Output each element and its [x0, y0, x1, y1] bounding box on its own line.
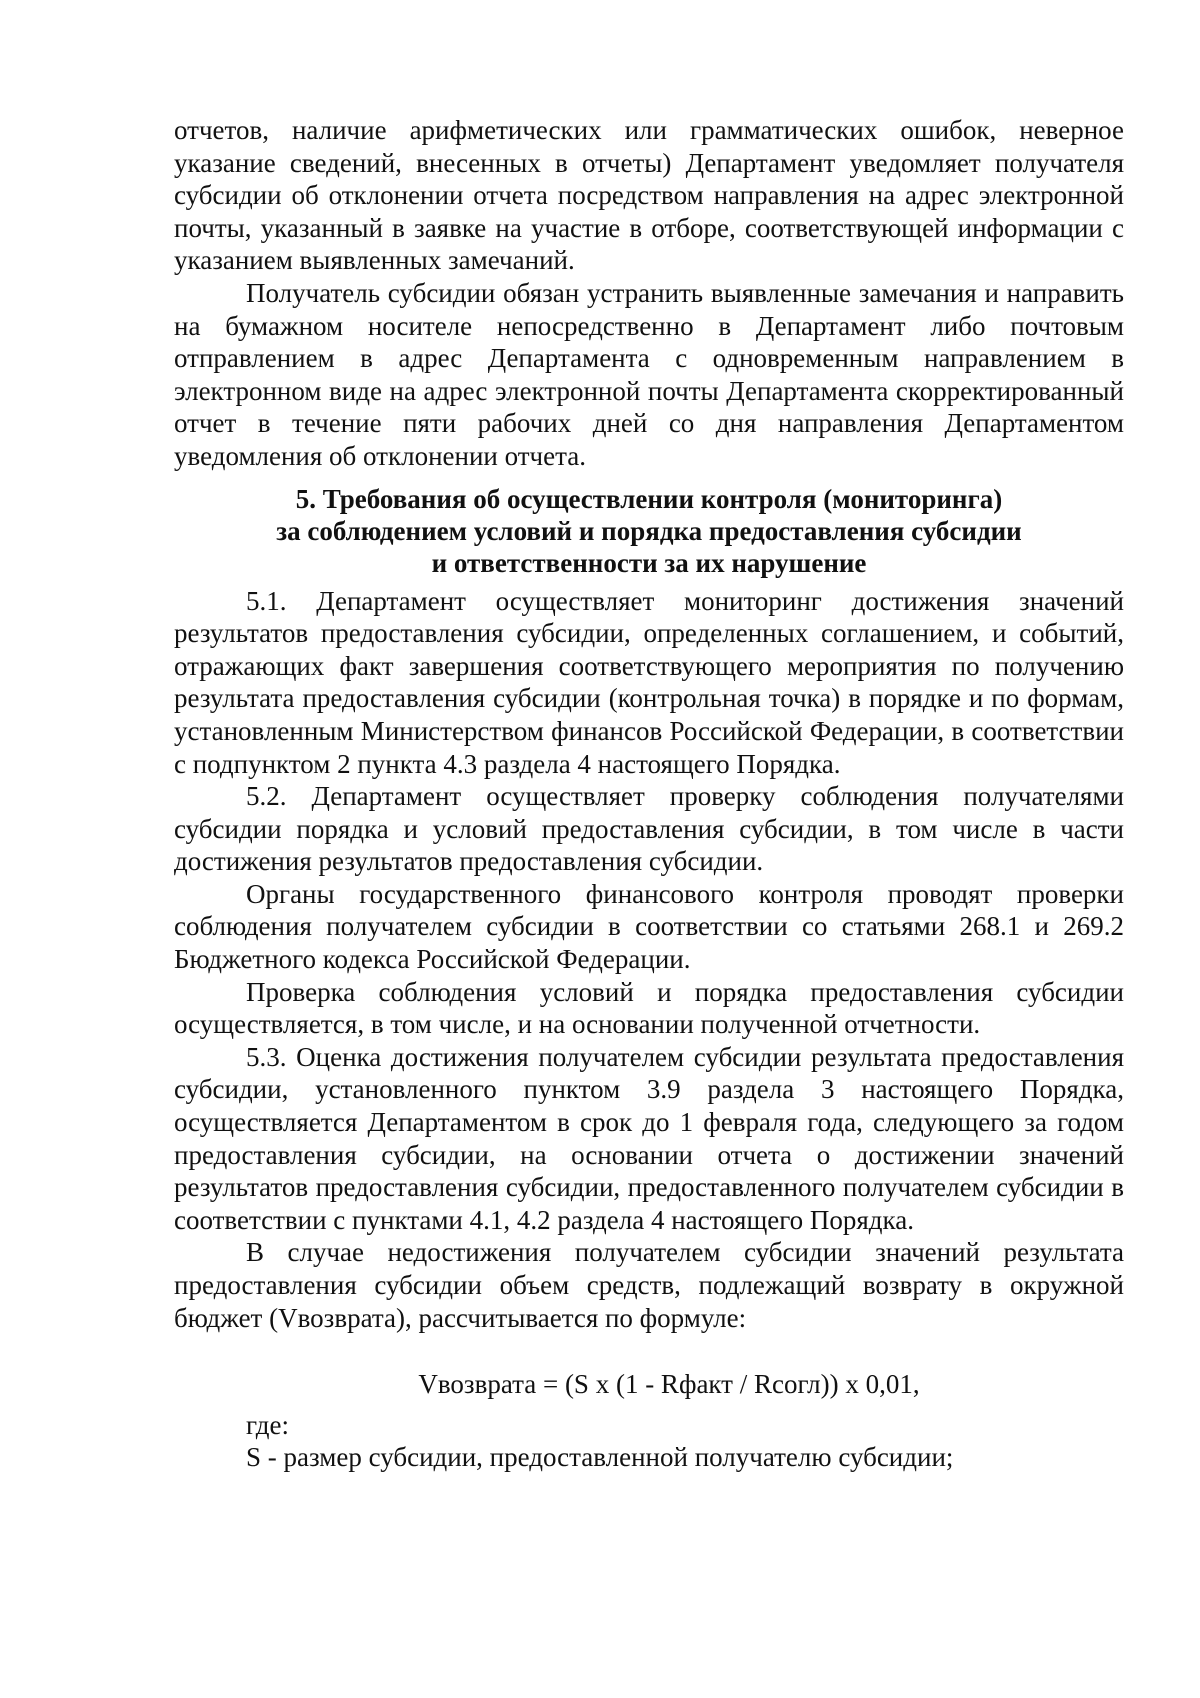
section-5-heading	[174, 483, 1124, 579]
section-5-heading-line-1: 5. Требования об осуществлении контроля (мониторинга)	[295, 483, 1003, 514]
section-5-heading-line-2: за соблюдением условий и порядка предоставления субсидии	[276, 515, 1022, 546]
formula-definition-s: S - размер субсидии, предоставленной получателю субсидии;	[246, 1442, 954, 1473]
section-5-heading-line-3: и ответственности за их нарушение	[431, 547, 867, 578]
paragraph-intro: отчетов, наличие арифметических или грамматических ошибок, неверное указание сведений, внесенных в отчеты) Департамент уведомляет получателя субсидии об отклонении отчета посредством направления на адрес электронной почты, указанный в заявке на участие в отборе, соответствующей информации с указанием выявленных замечаний.	[174, 115, 1124, 276]
formula-where-label: где:	[246, 1409, 289, 1440]
paragraph-failure-refund: В случае недостижения получателем субсидии значений результата предоставления субсидии объем средств, подлежащий возврату в окружной бюджет (Vвозврата), рассчитывается по формуле:	[174, 1237, 1124, 1333]
refund-formula: Vвозврата = (S x (1 - Rфакт / Rсогл)) x 0,01,	[418, 1369, 920, 1400]
paragraph-control-organs: Органы государственного финансового контроля проводят проверки соблюдения получателем субсидии в соответствии со статьями 268.1 и 269.2 Бюджетного кодекса Российской Федерации.	[174, 878, 1124, 975]
paragraph-compliance-check: Проверка соблюдения условий и порядка предоставления субсидии осуществляется, в том числе, и на основании полученной отчетности.	[174, 976, 1124, 1040]
paragraph-5-2: 5.2. Департамент осуществляет проверку соблюдения получателями субсидии порядка и условий предоставления субсидии, в том числе в части достижения результатов предоставления субсидии.	[174, 781, 1124, 877]
paragraph-recipient-obligation: Получатель субсидии обязан устранить выявленные замечания и направить на бумажном носителе непосредственно в Департамент либо почтовым отправлением в адрес Департамента с одновременным направлением в электронном виде на адрес электронной почты Департамента скорректированный отчет в течение пяти рабочих дней со дня направления Департаментом уведомления об отклонении отчета.	[174, 277, 1124, 471]
document-page	[174, 114, 1124, 1474]
paragraph-5-1: 5.1. Департамент осуществляет мониторинг достижения значений результатов предоставления субсидии, определенных соглашением, и событий, отражающих факт завершения соответствующего мероприятия по получению результата предоставления субсидии (контрольная точка) в порядке и по формам, установленным Министерством финансов Российской Федерации, в соответствии с подпунктом 2 пункта 4.3 раздела 4 настоящего Порядка.	[174, 585, 1124, 779]
paragraph-5-3: 5.3. Оценка достижения получателем субсидии результата предоставления субсидии, установленного пунктом 3.9 раздела 3 настоящего Порядка, осуществляется Департаментом в срок до 1 февраля года, следующего за годом предоставления субсидии, на основании отчета о достижении значений результатов предоставления субсидии, предоставленного получателем субсидии в соответствии с пунктами 4.1, 4.2 раздела 4 настоящего Порядка.	[174, 1041, 1124, 1235]
